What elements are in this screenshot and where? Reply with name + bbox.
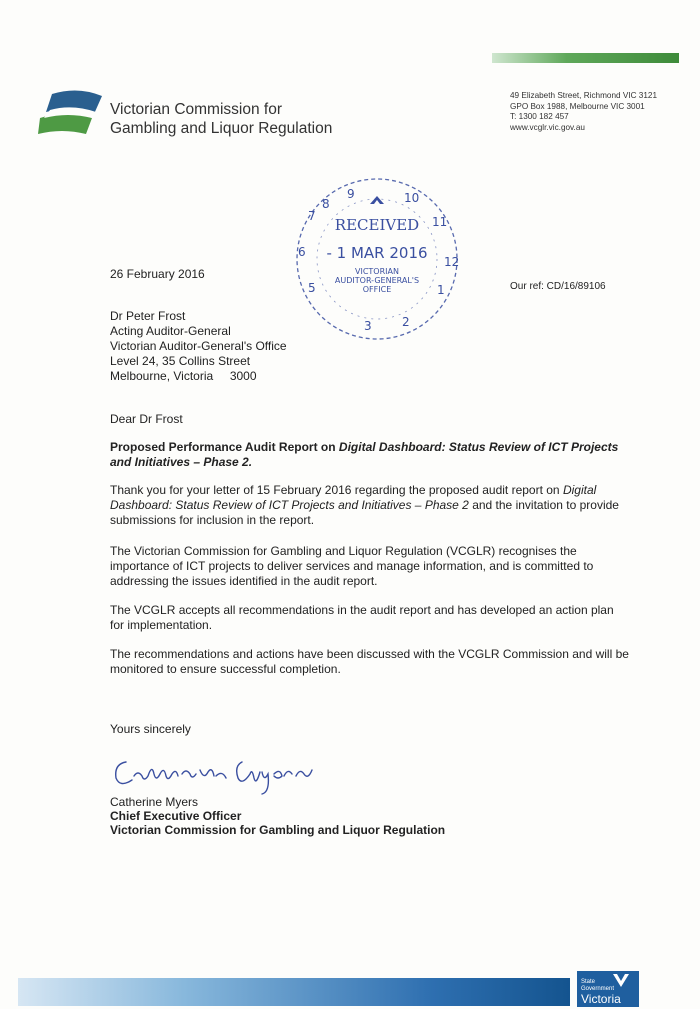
paragraph-3: The VCGLR accepts all recommendations in the audit report and has developed an action plan for implementation. xyxy=(110,603,614,632)
phone: T: 1300 182 457 xyxy=(510,112,569,121)
paragraph-4: The recommendations and actions have been discussed with the VCGLR Commission and will be monitored to ensure successful completion. xyxy=(110,647,629,676)
letterhead-green-bar xyxy=(492,53,679,63)
address-line1: 49 Elizabeth Street, Richmond VIC 3121 xyxy=(510,91,658,100)
org-name xyxy=(110,100,332,138)
stamp-num-3: 3 xyxy=(364,319,372,333)
stamp-office-line1: VICTORIAN xyxy=(355,267,399,276)
stamp-received: RECEIVED xyxy=(334,216,420,234)
victoria-government-logo xyxy=(577,971,639,1007)
letter-date: 26 February 2016 xyxy=(110,267,205,281)
letterhead-address xyxy=(510,91,657,133)
paragraph-2: The Victorian Commission for Gambling and Liquor Regulation (VCGLR) recognises the importance of ICT projects to deliver services and manage information, and is committed to addressing the issues identified in the audit report. xyxy=(110,544,594,588)
p1-prefix: Thank you for your letter of 15 February 2016 regarding the proposed audit report on xyxy=(110,483,563,497)
signatory-org: Victorian Commission for Gambling and Liquor Regulation xyxy=(110,823,446,837)
stamp-num-12: 12 xyxy=(444,255,460,269)
our-ref: Our ref: CD/16/89106 xyxy=(510,281,606,292)
website: www.vcglr.vic.gov.au xyxy=(510,122,585,132)
stamp-crown-icon xyxy=(370,196,384,204)
stamp-office-line2: AUDITOR-GENERAL'S xyxy=(334,276,420,285)
salutation: Dear Dr Frost xyxy=(110,412,183,426)
recipient-address xyxy=(110,309,287,384)
vcglr-logo xyxy=(38,88,104,136)
recipient-line: Acting Auditor-General xyxy=(110,324,231,338)
stamp-num-9: 9 xyxy=(347,187,355,201)
recipient-line: Level 24, 35 Collins Street xyxy=(110,354,251,368)
paragraph-1 xyxy=(110,483,630,528)
stamp-num-6: 6 xyxy=(298,245,306,259)
subject-title: Digital Dashboard: Status Review of ICT Projects and Initiatives – Phase 2. xyxy=(110,440,619,469)
stamp-office-line3: OFFICE xyxy=(362,285,392,294)
footer-blue-bar xyxy=(18,978,570,1006)
signatory-title: Chief Executive Officer xyxy=(110,809,242,823)
subject-prefix: Proposed Performance Audit Report on xyxy=(110,440,339,454)
recipient-line: Dr Peter Frost xyxy=(110,309,186,323)
stamp-num-5: 5 xyxy=(308,281,316,295)
p1-title: Digital Dashboard: Status Review of ICT Projects and Initiatives – Phase 2 xyxy=(110,483,597,512)
org-name-line2: Gambling and Liquor Regulation xyxy=(110,120,333,137)
p1-suffix: and the invitation to provide submissions for inclusion in the report. xyxy=(110,498,619,527)
received-stamp xyxy=(292,174,462,344)
stamp-num-11: 11 xyxy=(432,215,448,229)
stamp-date: - 1 MAR 2016 xyxy=(326,244,428,262)
state-label: State xyxy=(581,979,596,985)
stamp-num-8: 8 xyxy=(322,197,330,211)
stamp-num-1: 1 xyxy=(437,283,445,297)
org-name-line1: Victorian Commission for xyxy=(110,101,282,118)
recipient-line: Melbourne, Victoria 3000 xyxy=(110,369,257,383)
stamp-num-7: 7 xyxy=(308,209,316,223)
stamp-num-10: 10 xyxy=(404,191,420,205)
address-line2: GPO Box 1988, Melbourne VIC 3001 xyxy=(510,101,645,111)
recipient-line: Victorian Auditor-General's Office xyxy=(110,339,287,353)
closing: Yours sincerely xyxy=(110,722,191,736)
subject-line xyxy=(110,440,630,470)
stamp-num-2: 2 xyxy=(402,315,410,329)
signature-block xyxy=(110,795,445,837)
victoria-label: Victoria xyxy=(581,992,621,1006)
signatory-name: Catherine Myers xyxy=(110,795,199,809)
handwritten-signature xyxy=(112,752,352,796)
government-label: Government xyxy=(581,986,615,992)
